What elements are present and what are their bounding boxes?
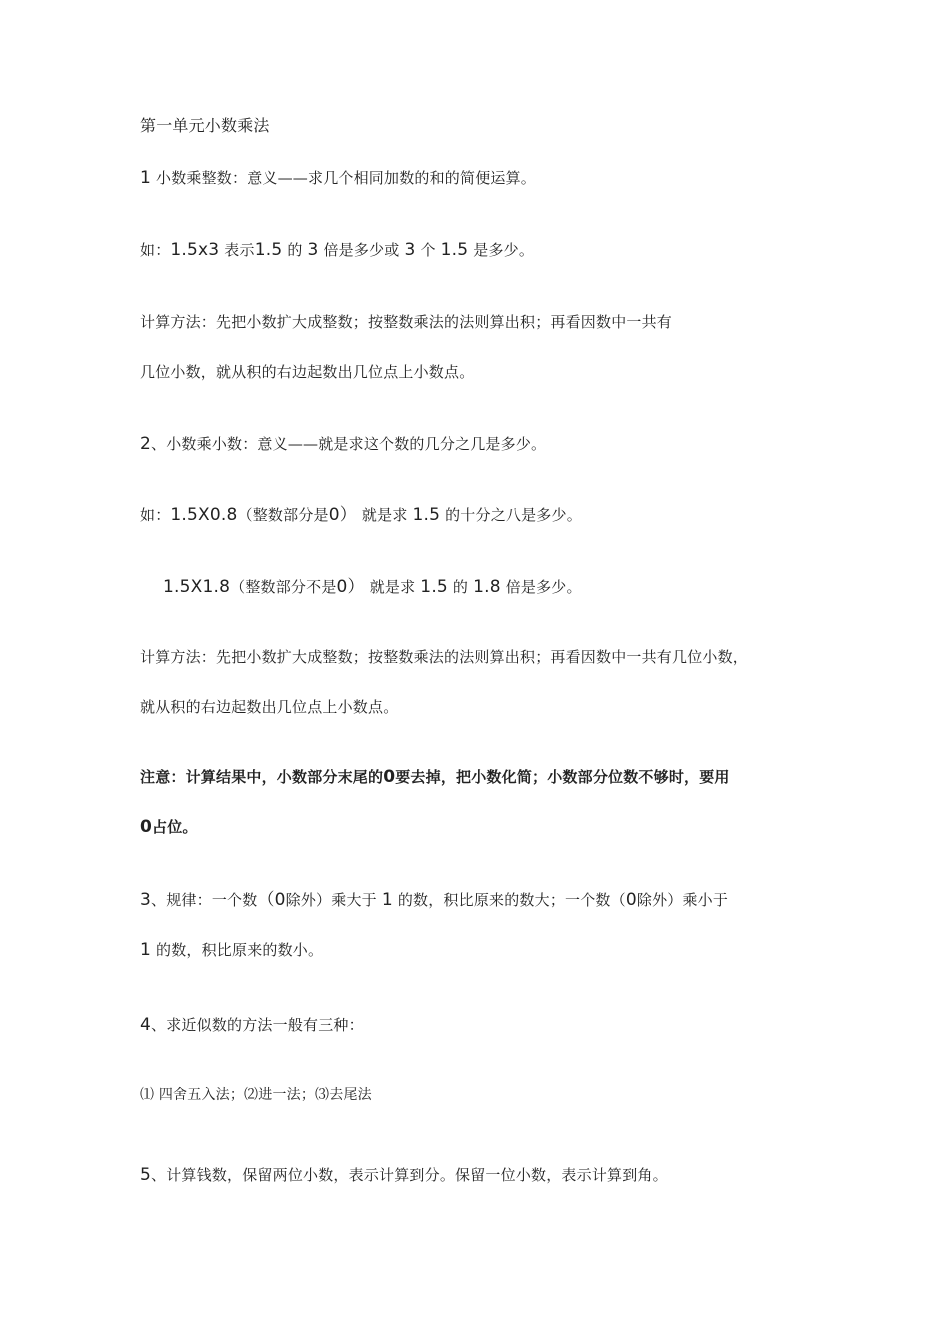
section-4-heading [140, 1015, 364, 1035]
example-1-number: 3 [307, 240, 319, 260]
example-2-text: 就是求 [361, 506, 408, 524]
section-3-number: 0 [625, 890, 637, 910]
example-1-text: 倍是多少或 [323, 241, 400, 259]
note-text: 占位。 [152, 818, 198, 836]
example-2-text: 的十分之八是多少。 [445, 506, 582, 524]
example-2 [140, 505, 582, 525]
example-1-number: 1.5 [254, 240, 283, 260]
section-2-text: 、小数乘小数：意义——就是求这个数的几分之几是多少。 [151, 435, 547, 453]
note-line-1 [140, 767, 730, 787]
note-line-2 [140, 817, 198, 837]
note-text: 注意：计算结果中，小数部分末尾的 [140, 768, 384, 786]
section-5-text: 、计算钱数，保留两位小数，表示计算到分。保留一位小数，表示计算到角。 [151, 1166, 668, 1184]
section-2-heading [140, 434, 546, 454]
section-1-text: 小数乘整数：意义——求几个相同加数的和的简便运算。 [156, 169, 537, 187]
example-1-text: 表示 [224, 241, 255, 259]
example-1-text: 个 [420, 241, 436, 259]
example-2-number: 0） [328, 505, 357, 525]
example-1-prefix: 如： [140, 241, 171, 259]
method-2-line-1: 计算方法：先把小数扩大成整数；按整数乘法的法则算出积；再看因数中一共有几位小数， [140, 648, 749, 666]
section-4-number: 4 [140, 1015, 152, 1035]
section-4-methods: ⑴ 四舍五入法；⑵进一法；⑶去尾法 [140, 1087, 372, 1103]
example-1-text: 的 [287, 241, 303, 259]
example-2-expression: 1.5X0.8 [170, 505, 238, 525]
example-2-prefix: 如： [140, 506, 171, 524]
example-1 [140, 240, 534, 260]
example-3 [163, 577, 582, 597]
example-3-text: （整数部分不是 [230, 578, 337, 596]
note-number: 0 [383, 767, 396, 787]
section-5-number: 5 [140, 1165, 152, 1185]
section-3-text: 除外）乘大于 [285, 891, 377, 909]
section-3-text: 除外）乘小于 [636, 891, 729, 909]
section-3-number: 1 [381, 890, 393, 910]
section-3-number: 3 [140, 890, 152, 910]
section-3-number: （0 [257, 890, 286, 910]
method-1-line-2: 几位小数，就从积的右边起数出几位点上小数点。 [140, 363, 475, 381]
section-1-number: 1 [140, 168, 152, 188]
note-number: 0 [140, 817, 153, 837]
example-3-text: 倍是多少。 [505, 578, 582, 596]
section-3-line-1 [140, 890, 728, 910]
example-3-number: 0） [336, 577, 365, 597]
section-3-text: 、规律：一个数 [151, 891, 258, 909]
example-3-number: 1.5 [420, 577, 448, 597]
example-2-number: 1.5 [412, 505, 441, 525]
section-1-heading [140, 168, 536, 188]
example-1-number: 3 [404, 240, 416, 260]
method-1-line-1: 计算方法：先把小数扩大成整数；按整数乘法的法则算出积；再看因数中一共有 [140, 313, 673, 331]
example-1-expression: 1.5x3 [170, 240, 220, 260]
section-4-text: 、求近似数的方法一般有三种： [151, 1016, 364, 1034]
example-3-text: 就是求 [369, 578, 416, 596]
method-2-line-2: 就从积的右边起数出几位点上小数点。 [140, 698, 399, 716]
example-1-number: 1.5 [440, 240, 469, 260]
example-3-number: 1.8 [473, 577, 501, 597]
example-1-text: 是多少。 [473, 241, 535, 259]
section-5-heading [140, 1165, 668, 1185]
section-3-line-2 [140, 940, 323, 960]
section-2-number: 2 [140, 434, 152, 454]
example-3-expression: 1.5X1.8 [163, 577, 231, 597]
section-3-number: 1 [140, 940, 152, 960]
note-text: 要去掉，把小数化简；小数部分位数不够时，要用 [395, 768, 730, 786]
example-3-text: 的 [452, 578, 469, 596]
section-3-text: 的数，积比原来的数小。 [156, 941, 324, 959]
section-3-text: 的数，积比原来的数大；一个数（ [397, 891, 626, 909]
document-title: 第一单元小数乘法 [140, 116, 270, 135]
example-2-text: （整数部分是 [237, 506, 329, 524]
